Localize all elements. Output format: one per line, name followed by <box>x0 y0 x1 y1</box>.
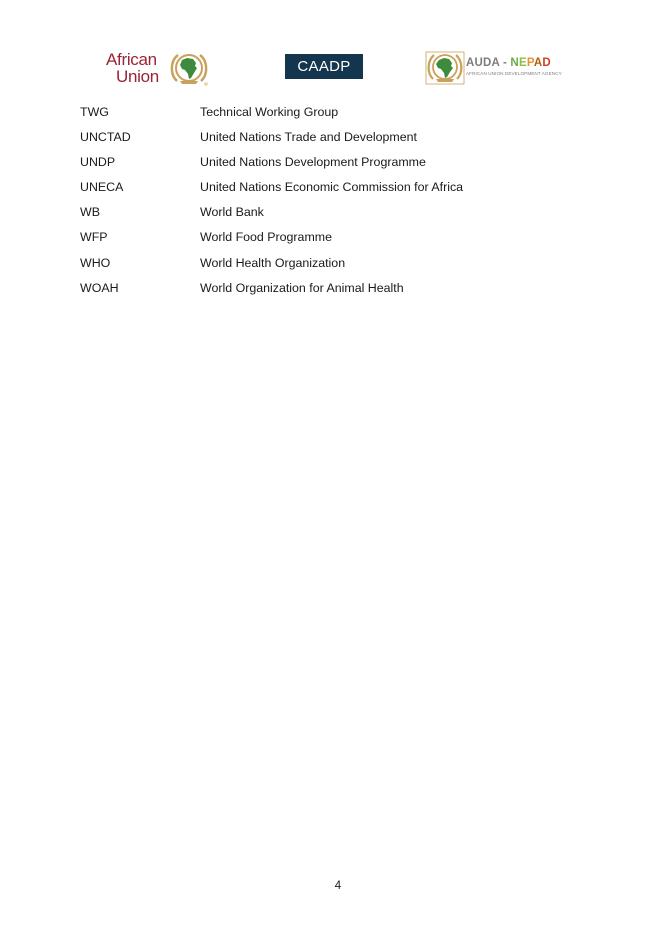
caadp-logo-text: CAADP <box>297 58 351 75</box>
auda-nepad-wordmark <box>466 57 551 70</box>
acronym-row <box>80 104 580 129</box>
african-union-emblem-icon <box>168 51 210 87</box>
page-header <box>0 46 662 88</box>
auda-dash: - <box>499 57 511 69</box>
acronym-meaning: World Food Programme <box>200 230 332 245</box>
page-number: 4 <box>334 880 342 892</box>
acronym-meaning: World Health Organization <box>200 255 346 270</box>
acronym-abbr: UNCTAD <box>80 130 131 145</box>
auda-subtitle: AFRICAN UNION DEVELOPMENT AGENCY <box>466 71 562 76</box>
acronym-row <box>80 204 580 229</box>
auda-emblem-icon <box>425 51 465 85</box>
acronym-abbr: UNECA <box>80 180 124 195</box>
acronym-row <box>80 280 580 305</box>
acronym-list <box>80 104 580 305</box>
nepad-letter-p: P <box>526 57 534 69</box>
acronym-meaning: World Bank <box>200 205 264 220</box>
caadp-logo <box>285 54 363 79</box>
acronym-abbr: WOAH <box>80 280 119 295</box>
acronym-row <box>80 229 580 254</box>
acronym-row <box>80 179 580 204</box>
acronym-meaning: United Nations Economic Commission for Africa <box>200 180 464 195</box>
african-union-wordmark <box>106 51 159 85</box>
acronym-meaning: World Organization for Animal Health <box>200 280 404 295</box>
acronym-row <box>80 255 580 280</box>
nepad-letter-a: A <box>533 57 543 69</box>
acronym-abbr: UNDP <box>80 155 116 170</box>
auda-nepad-logo <box>425 51 567 85</box>
nepad-letter-e: E <box>518 57 527 69</box>
acronym-abbr: WB <box>80 205 100 220</box>
acronym-meaning: Technical Working Group <box>200 105 339 119</box>
acronym-abbr: TWG <box>80 105 109 119</box>
acronym-abbr: WFP <box>80 230 108 245</box>
nepad-letter-d: D <box>542 57 551 69</box>
acronym-meaning: United Nations Development Programme <box>200 155 426 170</box>
acronym-abbr: WHO <box>80 255 111 270</box>
nepad-letter-n: N <box>510 57 519 69</box>
acronym-row <box>80 154 580 179</box>
acronym-row <box>80 129 580 154</box>
african-union-word-2: Union <box>116 67 159 86</box>
african-union-logo <box>106 51 210 89</box>
auda-word: AUDA <box>466 57 500 69</box>
acronym-meaning: United Nations Trade and Development <box>200 130 417 145</box>
african-union-word-1: African <box>106 50 157 69</box>
